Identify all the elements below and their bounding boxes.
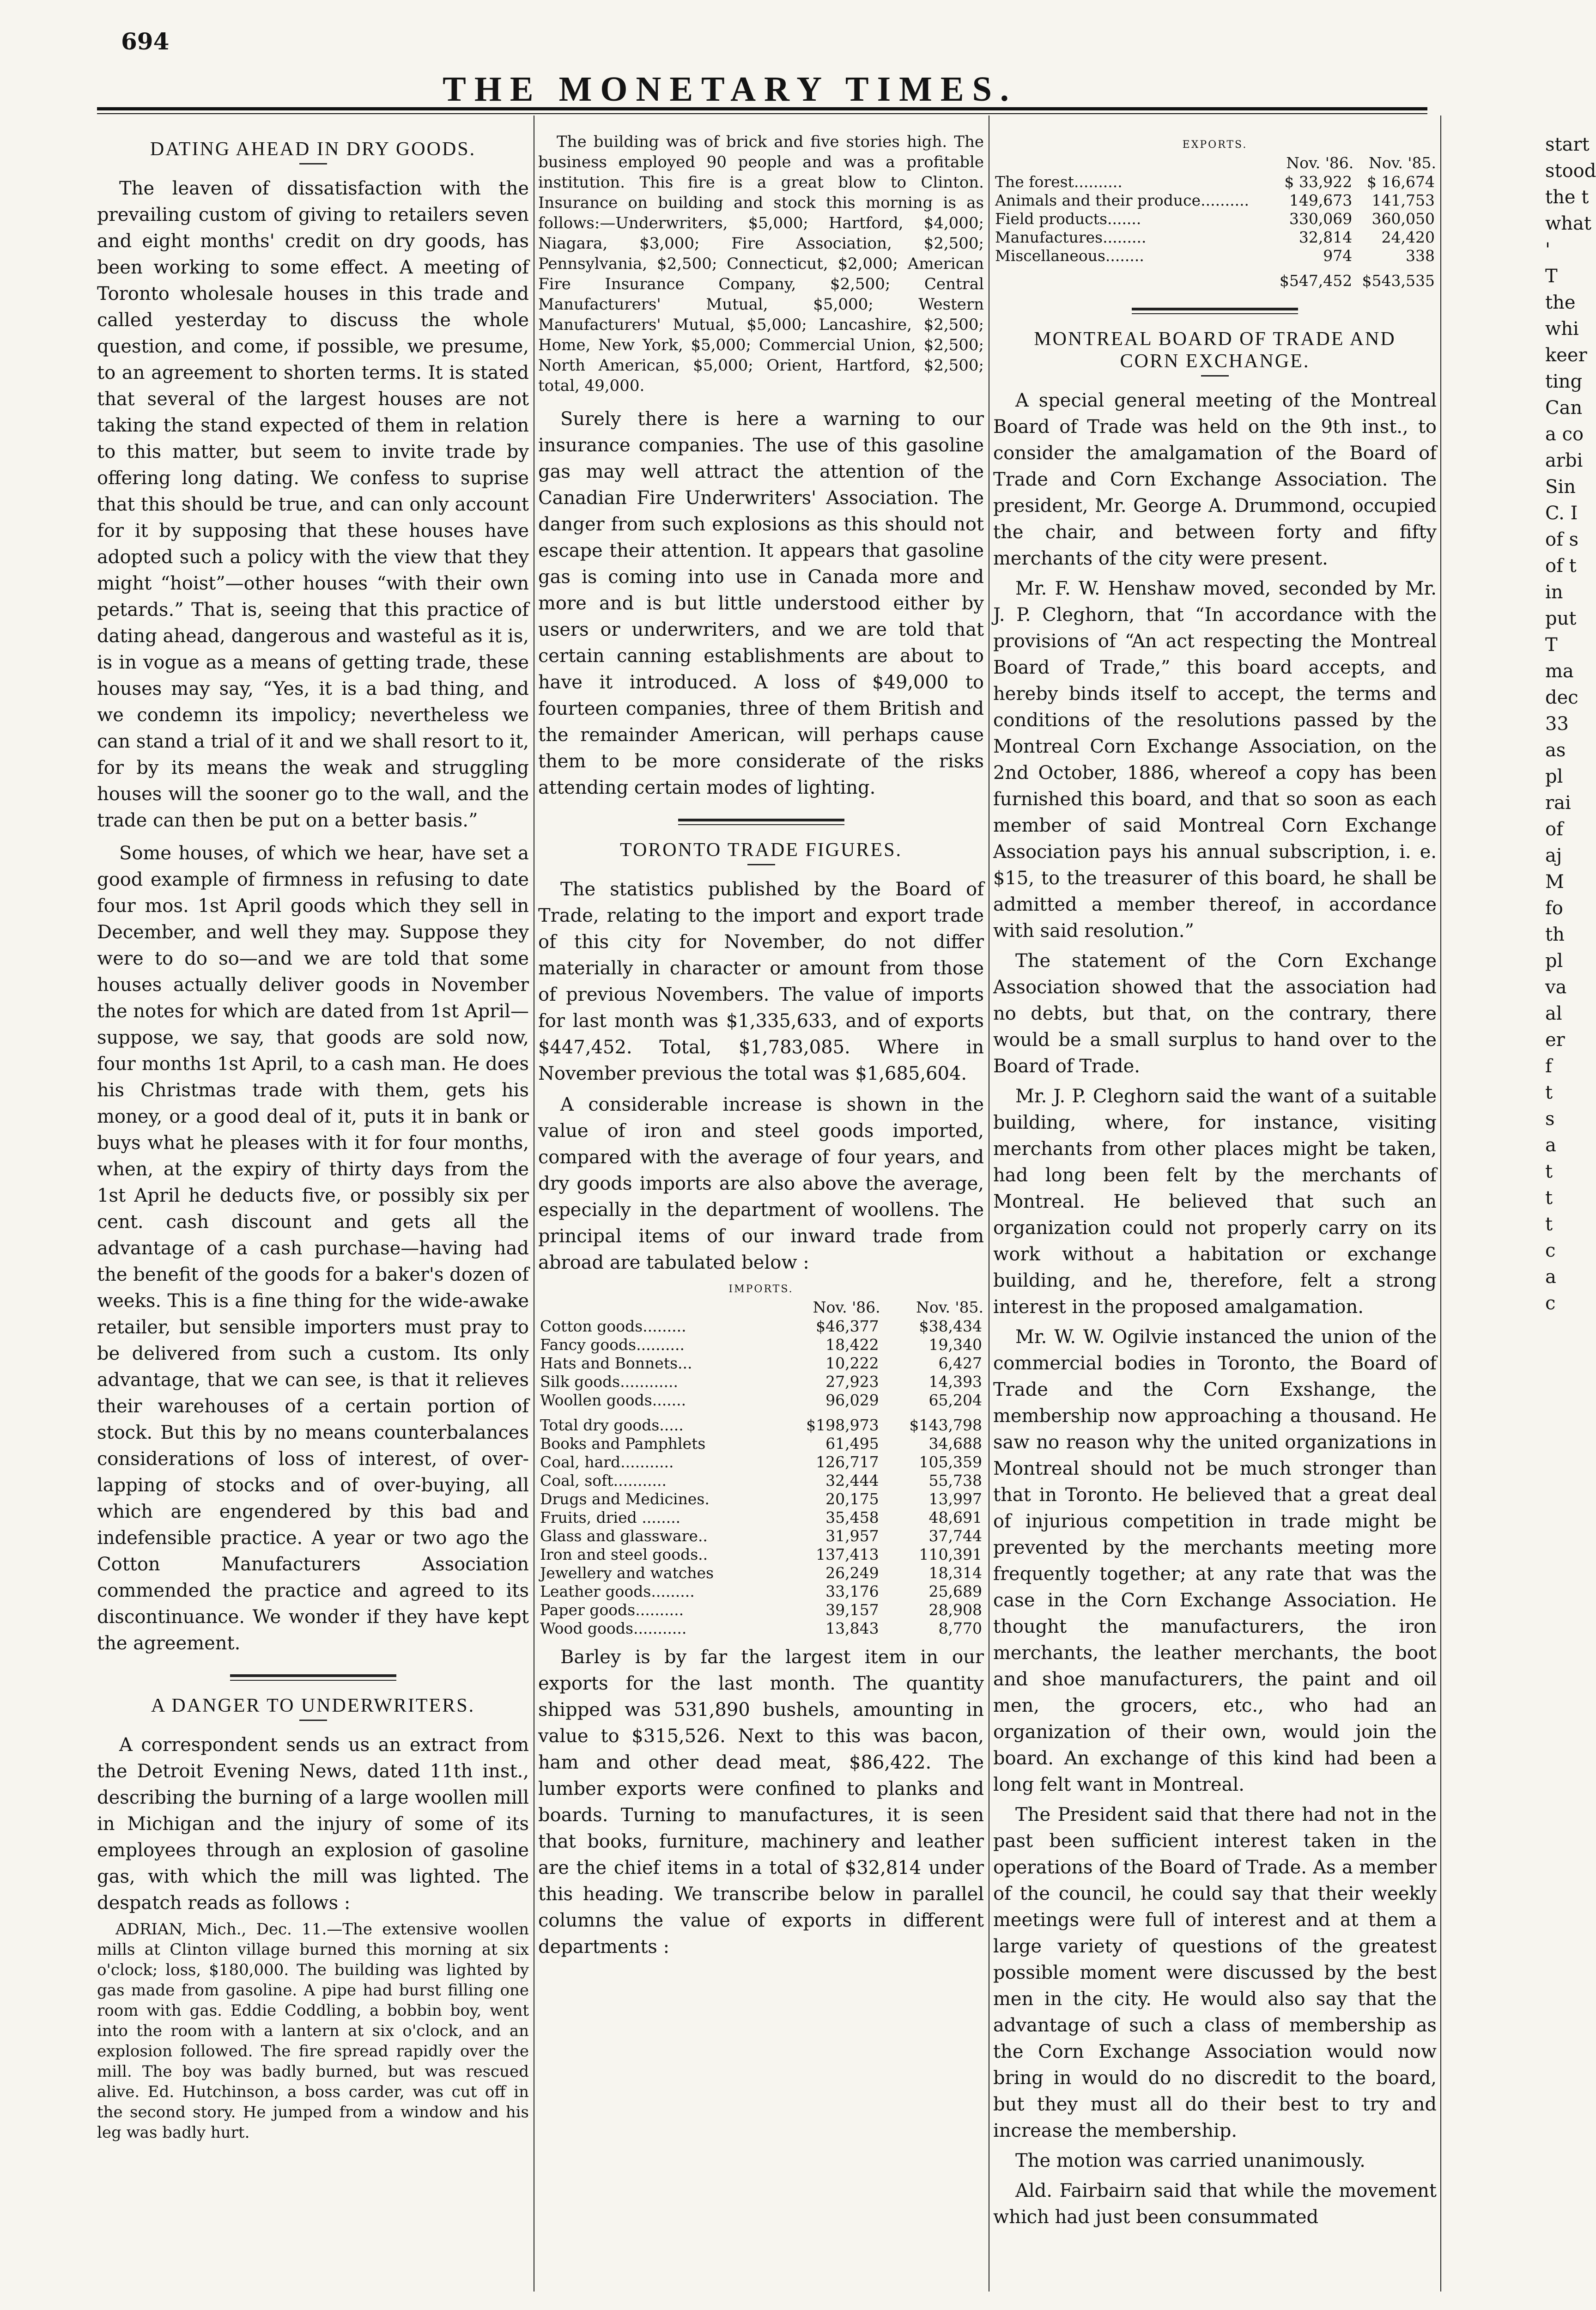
edge-text-fragment: start: [1545, 134, 1590, 155]
edge-text-fragment: C. I: [1545, 503, 1578, 524]
edge-text-fragment: a: [1545, 1266, 1556, 1288]
article-paragraph: Surely there is here a warning to our insurance companies. The use of this gasoline gas may well attract the attention of the Canadian Fire Underwriters' Association. The danger from such explosions as this should not escape their attention. It appears that gasoline gas is coming into use in Canada more and more and is but little understood either by users or underwriters, and we are told that certain canning establishments are about to have it introduced. A loss of $49,000 to fourteen companies, three of them British and the remainder American, will perhaps cause them to be more considerate of the risks attending certain modes of lighting.: [538, 408, 984, 798]
table-cell: Iron and steel goods..: [540, 1545, 708, 1563]
table-cell: [993, 265, 1272, 290]
edge-text-fragment: c: [1545, 1240, 1556, 1261]
table-row: [538, 1336, 984, 1354]
table-cell: The forest..........: [995, 173, 1123, 191]
table-row: [538, 1601, 984, 1619]
table-row: [993, 228, 1437, 247]
table-cell: Cotton goods.........: [540, 1317, 686, 1335]
table-row: [538, 1373, 984, 1391]
edge-text-fragment: t: [1545, 1214, 1553, 1235]
edge-text-fragment: t: [1545, 1187, 1553, 1209]
edge-text-fragment: s: [1545, 1108, 1555, 1130]
article-heading: MONTREAL BOARD OF TRADE AND: [1034, 328, 1396, 350]
edge-text-fragment: pl: [1545, 950, 1563, 972]
table-cell: Jewellery and watches: [540, 1564, 714, 1582]
table-row: [538, 1435, 984, 1453]
table-caption: IMPORTS.: [728, 1283, 794, 1295]
table-cell: 25,689: [928, 1582, 982, 1600]
column-3: [993, 132, 1437, 2285]
table-cell: 8,770: [938, 1619, 982, 1637]
table-cell: 14,393: [928, 1373, 982, 1391]
edge-text-fragment: in: [1545, 582, 1563, 603]
table-cell: 18,314: [928, 1564, 982, 1582]
table-cell: 27,923: [825, 1373, 879, 1391]
table-cell: Glass and glassware..: [540, 1527, 708, 1545]
heading-dash: [299, 1720, 327, 1721]
column-header: Nov. '86.: [813, 1298, 880, 1316]
edge-text-fragment: of s: [1545, 529, 1579, 550]
edge-text-fragment: rai: [1545, 792, 1571, 814]
table-cell: Miscellaneous........: [995, 247, 1144, 265]
edge-text-fragment: stood: [1545, 160, 1596, 182]
edge-text-fragment: T: [1545, 634, 1558, 656]
table-cell: Wood goods...........: [540, 1619, 687, 1637]
facing-page-edge: [1545, 132, 1596, 2285]
table-row: [993, 210, 1437, 228]
article-paragraph: A considerable increase is shown in the value of iron and steel goods imported, compared with the average of four years, and dry goods imports are also above the average, especially in the department of woollens. The principal items of our inward trade from abroad are tabulated below :: [538, 1094, 984, 1273]
table-total-row: [538, 1410, 984, 1435]
table-cell: Fruits, dried ........: [540, 1508, 681, 1526]
table-row: [538, 1471, 984, 1490]
masthead-rule-thin: [97, 113, 1427, 114]
table-header-row: [993, 153, 1437, 173]
despatch-paragraph: The building was of brick and five stories high. The business employed 90 people and was a profitable institution. This fire is a great blow to Clinton. Insurance on building and stock this morning is as follows:—Underwriters, $5,000; Hartford, $4,000; Niagara, $3,000; Fire Association, $2,500; Pennsylvania, $2,500; Connecticut, $2,000; American Fire Insurance Company, $2,500; Central Manufacturers' Mutual, $5,000; Western Manufacturers' Mutual, $5,000; Lancashire, $2,500; Home, New York, $5,000; Commercial Union, $2,500; North American, $5,000; Orient, Hartford, $2,500; total, 49,000.: [538, 133, 984, 395]
article-paragraph: The statistics published by the Board of Trade, relating to the import and export trade of this city for November, do not differ materially in character or amount from those of previous Novembers. The value of imports for last month was $1,335,633, and of exports $447,452. Total, $1,783,085. Where in November previous the total was $1,685,604.: [538, 879, 984, 1084]
table-header-row: [538, 1298, 984, 1317]
table-row: [993, 247, 1437, 265]
heading-dash: [299, 163, 327, 164]
edge-text-fragment: pl: [1545, 766, 1563, 787]
table-cell: Silk goods............: [540, 1373, 678, 1391]
table-cell: Field products.......: [995, 210, 1141, 228]
edge-text-fragment: ': [1545, 239, 1550, 261]
section-divider: [1132, 308, 1298, 314]
masthead-rule: [97, 107, 1427, 110]
column-header: Nov. '85.: [916, 1298, 983, 1316]
table-cell: 13,843: [825, 1619, 879, 1637]
table-cell: Woollen goods.......: [540, 1391, 686, 1409]
article-paragraph: Mr. F. W. Henshaw moved, seconded by Mr. J. P. Cleghorn, that “In accordance with the provisions of “An act respecting the Montreal Board of Trade,” this board accepts, and hereby binds itself to accept, the terms and conditions of the resolutions passed by the Montreal Corn Exchange Association, on the 2nd October, 1886, whereof a copy has been furnished this board, and that so soon as each member of said Montreal Corn Exchange Association pays his annual subscription, i. e. $15, to the treasurer of this board, he shall be admitted a member thereof, in accordance with said resolution.”: [993, 578, 1437, 942]
edge-text-fragment: t: [1545, 1082, 1553, 1103]
column-header: Nov. '86.: [1286, 154, 1354, 172]
column-header: Nov. '85.: [1368, 154, 1436, 172]
table-cell: Paper goods..........: [540, 1601, 684, 1619]
table-row: [538, 1527, 984, 1545]
table-cell: 18,422: [825, 1336, 879, 1354]
table-cell: 6,427: [938, 1354, 982, 1372]
table-row: [538, 1564, 984, 1582]
article-paragraph: The statement of the Corn Exchange Association showed that the association had no debts, but that, on the contrary, there would be a small surplus to hand over to the Board of Trade.: [993, 950, 1437, 1077]
edge-text-fragment: 33: [1545, 713, 1569, 735]
table-row: [538, 1582, 984, 1601]
edge-text-fragment: dec: [1545, 687, 1578, 708]
section-divider: [230, 1674, 396, 1681]
edge-text-fragment: fo: [1545, 898, 1563, 919]
edge-text-fragment: whi: [1545, 318, 1579, 340]
table-cell: 19,340: [928, 1336, 982, 1354]
heading-dash: [747, 864, 775, 865]
table-total-row: [993, 265, 1437, 290]
exports-table: [993, 153, 1437, 290]
article-paragraph: The President said that there had not in the past been sufficient interest taken in the operations of the Board of Trade. As a member of the council, he could say that their weekly meetings were full of interest and at them a large variety of questions of the greatest possible moment were discussed by the best men in the city. He would also say that the advantage of such a class of membership as the Corn Exchange Association would now bring in would do no discredit to the board, but they must all do their best to try and increase the membership.: [993, 1804, 1437, 2141]
article-heading: A DANGER TO UNDERWRITERS.: [151, 1695, 475, 1716]
table-row: [538, 1453, 984, 1471]
edge-text-fragment: er: [1545, 1029, 1565, 1051]
table-cell: 110,391: [919, 1545, 982, 1563]
article-heading: CORN EXCHANGE.: [1120, 351, 1310, 372]
table-cell: $ 16,674: [1367, 173, 1435, 191]
table-row: [993, 173, 1437, 191]
article-paragraph: A correspondent sends us an extract from the Detroit Evening News, dated 11th inst., describing the burning of a large woollen mill in Michigan and the injury of some of its employees through an explosion of gasoline gas, with which the mill was lighted. The despatch reads as follows :: [97, 1734, 529, 1914]
table-row: [538, 1545, 984, 1564]
table-cell: $547,452: [1279, 272, 1353, 290]
edge-text-fragment: as: [1545, 740, 1566, 761]
table-cell: 24,420: [1381, 228, 1435, 246]
edge-text-fragment: ma: [1545, 661, 1574, 682]
edge-text-fragment: a co: [1545, 424, 1584, 445]
table-cell: 34,688: [928, 1435, 982, 1453]
edge-text-fragment: the t: [1545, 187, 1589, 208]
table-row: [538, 1490, 984, 1508]
edge-text-fragment: the: [1545, 292, 1576, 313]
column-rule: [1440, 116, 1441, 2292]
masthead-title: THE MONETARY TIMES.: [443, 70, 1017, 109]
table-cell: Books and Pamphlets: [540, 1435, 706, 1453]
edge-text-fragment: f: [1545, 1056, 1552, 1077]
table-cell: 65,204: [928, 1391, 982, 1409]
imports-table: [538, 1298, 984, 1638]
table-cell: Manufactures.........: [995, 228, 1147, 246]
article-paragraph: The leaven of dissatisfaction with the prevailing custom of giving to retailers seven and eight months' credit on dry goods, has been working to some effect. A meeting of Toronto wholesale houses in this trade and called yesterday to discuss the whole question, and come, if possible, we presume, to an agreement to shorten terms. It is stated that several of the largest houses are not taking the stand expected of them in relation to this matter, but seem to invite trade by offering long dating. We confess to suprise that this should be true, and can only account for it by supposing that these houses have adopted such a policy with the view that they might “hoist”—other houses “with their own petards.” That is, seeing that this practice of dating ahead, dangerous and wasteful as it is, is in vogue as a means of getting trade, these houses may say, “Yes, it is a bad thing, and we condemn its impolicy; nevertheless we can stand a trial of it and we shall resort to it, for by its means the weak and struggling houses will the sooner go to the wall, and the trade can then be put on a better basis.”: [97, 178, 529, 831]
despatch-paragraph: ADRIAN, Mich., Dec. 11.—The extensive woollen mills at Clinton village burned this morning at six o'clock; loss, $180,000. The building was lighted by gas made from gasoline. A pipe had burst filling one room with gas. Eddie Coddling, a bobbin boy, went into the room with a lantern at six o'clock, and an explosion followed. The fire spread rapidly over the mill. The boy was badly burned, but was rescued alive. Ed. Hutchinson, a boss carder, was cut off in the second story. He jumped from a window and his leg was badly hurt.: [97, 1920, 529, 2142]
table-cell: 360,050: [1371, 210, 1435, 228]
article-paragraph: A special general meeting of the Montreal Board of Trade was held on the 9th inst., to consider the amalgamation of the Board of Trade and Corn Exchange Association. The president, Mr. George A. Drummond, occupied the chair, and between forty and fifty merchants of the city were present.: [993, 390, 1437, 569]
edge-text-fragment: a: [1545, 1135, 1556, 1156]
article-heading: DATING AHEAD IN DRY GOODS.: [150, 139, 476, 160]
table-cell: 33,176: [825, 1582, 879, 1600]
table-cell: 31,957: [825, 1527, 879, 1545]
table-cell: $ 33,922: [1284, 173, 1353, 191]
table-cell: $543,535: [1362, 272, 1435, 290]
edge-text-fragment: T: [1545, 266, 1558, 287]
table-cell: 55,738: [928, 1471, 982, 1489]
table-cell: 126,717: [816, 1453, 879, 1471]
table-cell: Total dry goods.....: [540, 1416, 684, 1434]
edge-text-fragment: keer: [1545, 345, 1587, 366]
table-cell: 96,029: [825, 1391, 879, 1409]
column-1: [97, 132, 529, 2285]
table-cell: 13,997: [928, 1490, 982, 1508]
table-cell: Fancy goods..........: [540, 1336, 685, 1354]
table-row: [993, 191, 1437, 210]
heading-dash: [1201, 375, 1229, 377]
table-row: [538, 1508, 984, 1527]
edge-text-fragment: al: [1545, 1003, 1562, 1024]
table-cell: 48,691: [928, 1508, 982, 1526]
table-cell: 20,175: [825, 1490, 879, 1508]
edge-text-fragment: what: [1545, 213, 1591, 234]
article-paragraph: Some houses, of which we hear, have set a good example of firmness in refusing to date four mos. 1st April goods which they sell in December, and well they may. Suppose they were to do so—and we are told that some houses actually deliver goods in November the notes for which are dated from 1st April—suppose, we say, that goods are sold now, four months 1st April, to a cash man. He does his Christmas trade with them, gets his money, or a good deal of it, puts it in bank or buys what he pleases with it for four months, when, at the expiry of thirty days from the 1st April he deducts five, or possibly six per cent. cash discount and gets all the advantage of a cash purchase—having had the benefit of the goods for a baker's dozen of weeks. This is a fine thing for the wide-awake retailer, but sensible importers must pray to be delivered from such a custom. Its only advantage, that we can see, is that it relieves their warehouses of a certain portion of stock. But this by no means counterbalances considerations of loss of interest, of over-lapping of stocks and of over-buying, all which are engendered by this bad and indefensible practice. A year or two ago the Cotton Manufacturers Association commended the practice and agreed to its discontinuance. We wonder if they have kept the agreement.: [97, 843, 529, 1654]
table-cell: 105,359: [919, 1453, 982, 1471]
edge-text-fragment: c: [1545, 1293, 1556, 1314]
table-cell: 10,222: [825, 1354, 879, 1372]
table-cell: $38,434: [919, 1317, 982, 1335]
table-cell: $143,798: [909, 1416, 982, 1434]
table-cell: 338: [1406, 247, 1435, 265]
article-paragraph: Mr. W. W. Ogilvie instanced the union of the commercial bodies in Toronto, the Board of Trade and the Corn Exshange, the membership now approaching a thousand. He saw no reason why the united organizations in Montreal should not be much stronger than that in Toronto. He believed that a great deal of injurious competition in trade might be prevented by the merchants meeting more frequently together; at any rate that was the case in the Corn Exchange Association. He thought the manufacturers, the iron merchants, the leather merchants, the boot and shoe manufacturers, the paint and oil men, the grocers, etc., who had an organization of their own, would join the board. An exchange of this kind had been a long felt want in Montreal.: [993, 1326, 1437, 1795]
table-cell: Leather goods.........: [540, 1582, 695, 1600]
page-number: 694: [121, 28, 170, 55]
edge-text-fragment: t: [1545, 1161, 1553, 1182]
table-cell: Coal, hard...........: [540, 1453, 674, 1471]
edge-text-fragment: ting: [1545, 371, 1583, 392]
table-cell: 330,069: [1289, 210, 1353, 228]
table-cell: 28,908: [928, 1601, 982, 1619]
edge-text-fragment: of: [1545, 819, 1563, 840]
edge-text-fragment: va: [1545, 977, 1567, 998]
edge-text-fragment: of t: [1545, 555, 1577, 577]
table-cell: Hats and Bonnets...: [540, 1354, 692, 1372]
table-cell: 32,444: [825, 1471, 879, 1489]
table-cell: 974: [1323, 247, 1353, 265]
table-cell: 37,744: [928, 1527, 982, 1545]
article-paragraph: Barley is by far the largest item in our exports for the last month. The quantity shipped was 531,890 bushels, amounting in value to $315,526. Next to this was bacon, ham and other dead meat, $86,422. The lumber exports were confined to planks and boards. Turning to manufactures, it is seen that books, furniture, machinery and leather are the chief items in a total of $32,814 under this heading. We transcribe below in parallel columns the value of exports in different departments :: [538, 1647, 984, 1957]
article-paragraph: Mr. J. P. Cleghorn said the want of a suitable building, where, for instance, visiting merchants from other places might be taken, had long been felt by the merchants of Montreal. He believed that such an organization could not properly carry on its work without a habitation or exchange building, and he, therefore, felt a strong interest in the proposed amalgamation.: [993, 1086, 1437, 1318]
edge-text-fragment: Sin: [1545, 476, 1576, 498]
table-row: [538, 1391, 984, 1410]
table-row: [538, 1619, 984, 1638]
table-cell: $46,377: [816, 1317, 879, 1335]
table-cell: Drugs and Medicines.: [540, 1490, 710, 1508]
edge-text-fragment: aj: [1545, 845, 1562, 866]
table-cell: 61,495: [825, 1435, 879, 1453]
table-row: [538, 1354, 984, 1373]
article-paragraph: The motion was carried unanimously.: [1015, 2150, 1365, 2171]
table-cell: Animals and their produce..........: [995, 191, 1250, 209]
table-cell: 39,157: [825, 1601, 879, 1619]
edge-text-fragment: th: [1545, 924, 1565, 945]
column-2-content: [538, 132, 984, 2285]
table-caption: EXPORTS.: [1182, 139, 1248, 151]
table-row: [538, 1317, 984, 1336]
edge-text-fragment: put: [1545, 608, 1577, 629]
table-cell: 26,249: [825, 1564, 879, 1582]
edge-text-fragment: M: [1545, 871, 1564, 893]
section-divider: [678, 819, 844, 825]
table-cell: 35,458: [825, 1508, 879, 1526]
edge-text-fragment: arbi: [1545, 450, 1583, 471]
article-paragraph: Ald. Fairbairn said that while the movement which had just been consummated: [993, 2180, 1437, 2228]
table-cell: $198,973: [806, 1416, 879, 1434]
edge-text-fragment: Can: [1545, 397, 1583, 419]
article-heading: TORONTO TRADE FIGURES.: [620, 839, 902, 861]
table-cell: Coal, soft...........: [540, 1471, 667, 1489]
table-cell: 141,753: [1371, 191, 1435, 209]
table-cell: 149,673: [1289, 191, 1353, 209]
table-cell: 32,814: [1299, 228, 1353, 246]
table-cell: 137,413: [816, 1545, 879, 1563]
